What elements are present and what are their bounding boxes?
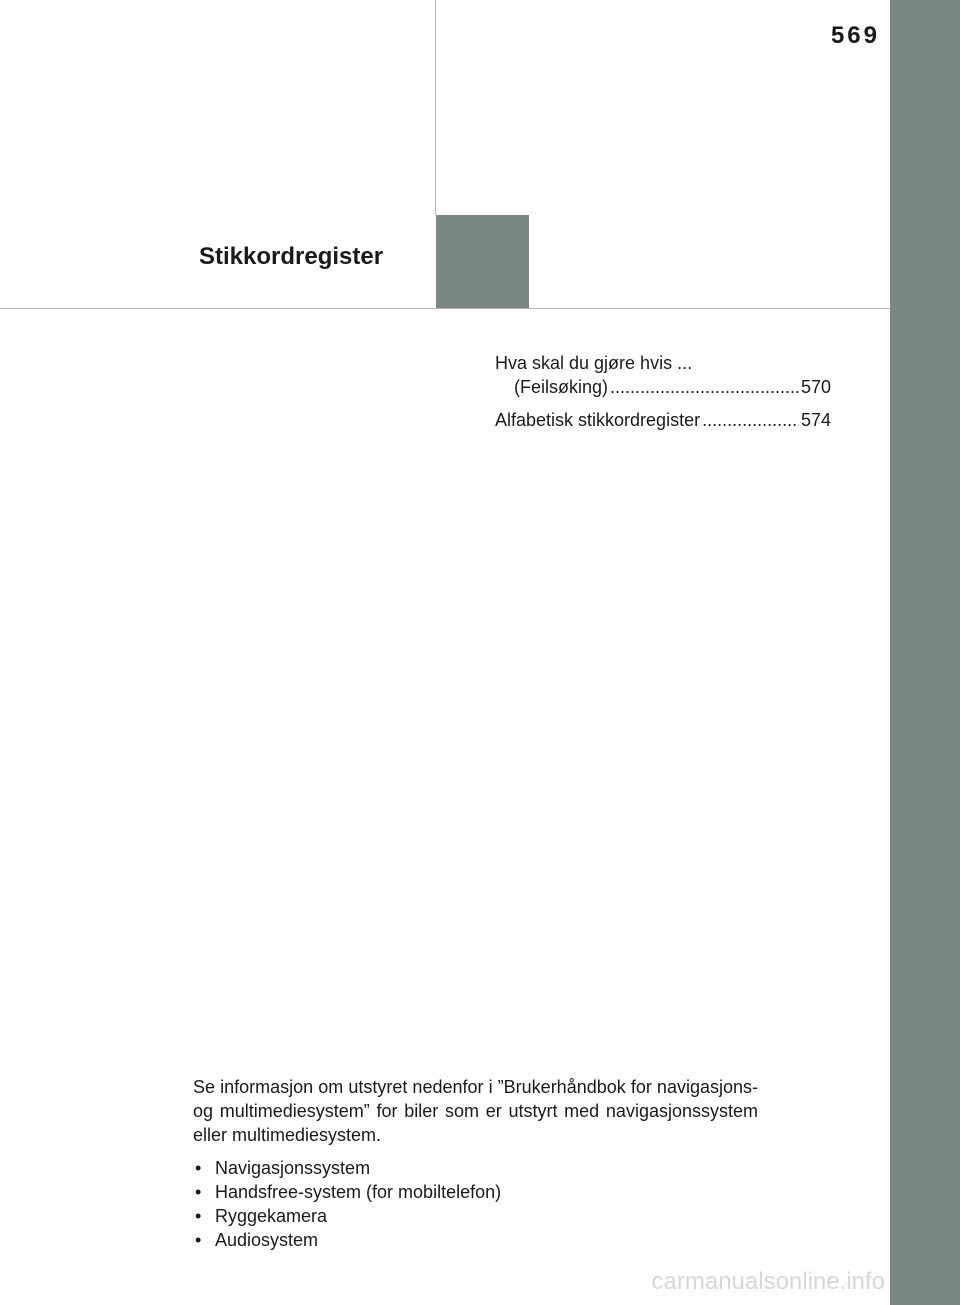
list-item-label: Audiosystem (215, 1230, 319, 1250)
toc-entry-title: Alfabetisk stikkordregister (495, 410, 701, 430)
table-of-contents (495, 351, 831, 441)
toc-line (495, 351, 831, 375)
toc-line (495, 375, 831, 399)
section-title: Stikkordregister (199, 243, 384, 270)
toc-entry-title-continued: (Feilsøking) (514, 377, 609, 397)
list-item-label: Ryggekamera (215, 1206, 328, 1226)
vertical-rule (435, 0, 436, 215)
bullet-icon: • (195, 1158, 202, 1178)
toc-dot-leader (702, 408, 799, 432)
toc-entry-title: Hva skal du gjøre hvis ... (495, 353, 693, 373)
toc-dot-leader (610, 375, 799, 399)
list-item-label: Navigasjonssystem (215, 1158, 371, 1178)
toc-line (495, 408, 831, 432)
list-item (193, 1180, 758, 1204)
bullet-icon: • (195, 1206, 202, 1226)
bullet-icon: • (195, 1182, 202, 1202)
watermark: carmanualsonline.info (651, 1268, 885, 1295)
horizontal-rule (0, 308, 890, 309)
chapter-side-tab (890, 0, 960, 1305)
toc-page-number: 574 (800, 410, 831, 430)
list-item-label: Handsfree-system (for mobiltelefon) (215, 1182, 502, 1202)
toc-page-number: 570 (800, 377, 831, 397)
toc-entry-troubleshooting[interactable] (495, 351, 831, 399)
equipment-notice (193, 1075, 758, 1252)
equipment-list (193, 1156, 758, 1252)
list-item (193, 1228, 758, 1252)
chapter-marker-block (436, 215, 529, 308)
page-number: 569 (830, 22, 880, 49)
list-item (193, 1156, 758, 1180)
toc-entry-index[interactable] (495, 408, 831, 432)
notice-text: Se informasjon om utstyret nedenfor i ”Brukerhåndbok for navigasjons- og multimediesystem” for biler som er utstyrt med navigasjonssystem eller multimediesystem. (193, 1077, 758, 1145)
bullet-icon: • (195, 1230, 202, 1250)
list-item (193, 1204, 758, 1228)
